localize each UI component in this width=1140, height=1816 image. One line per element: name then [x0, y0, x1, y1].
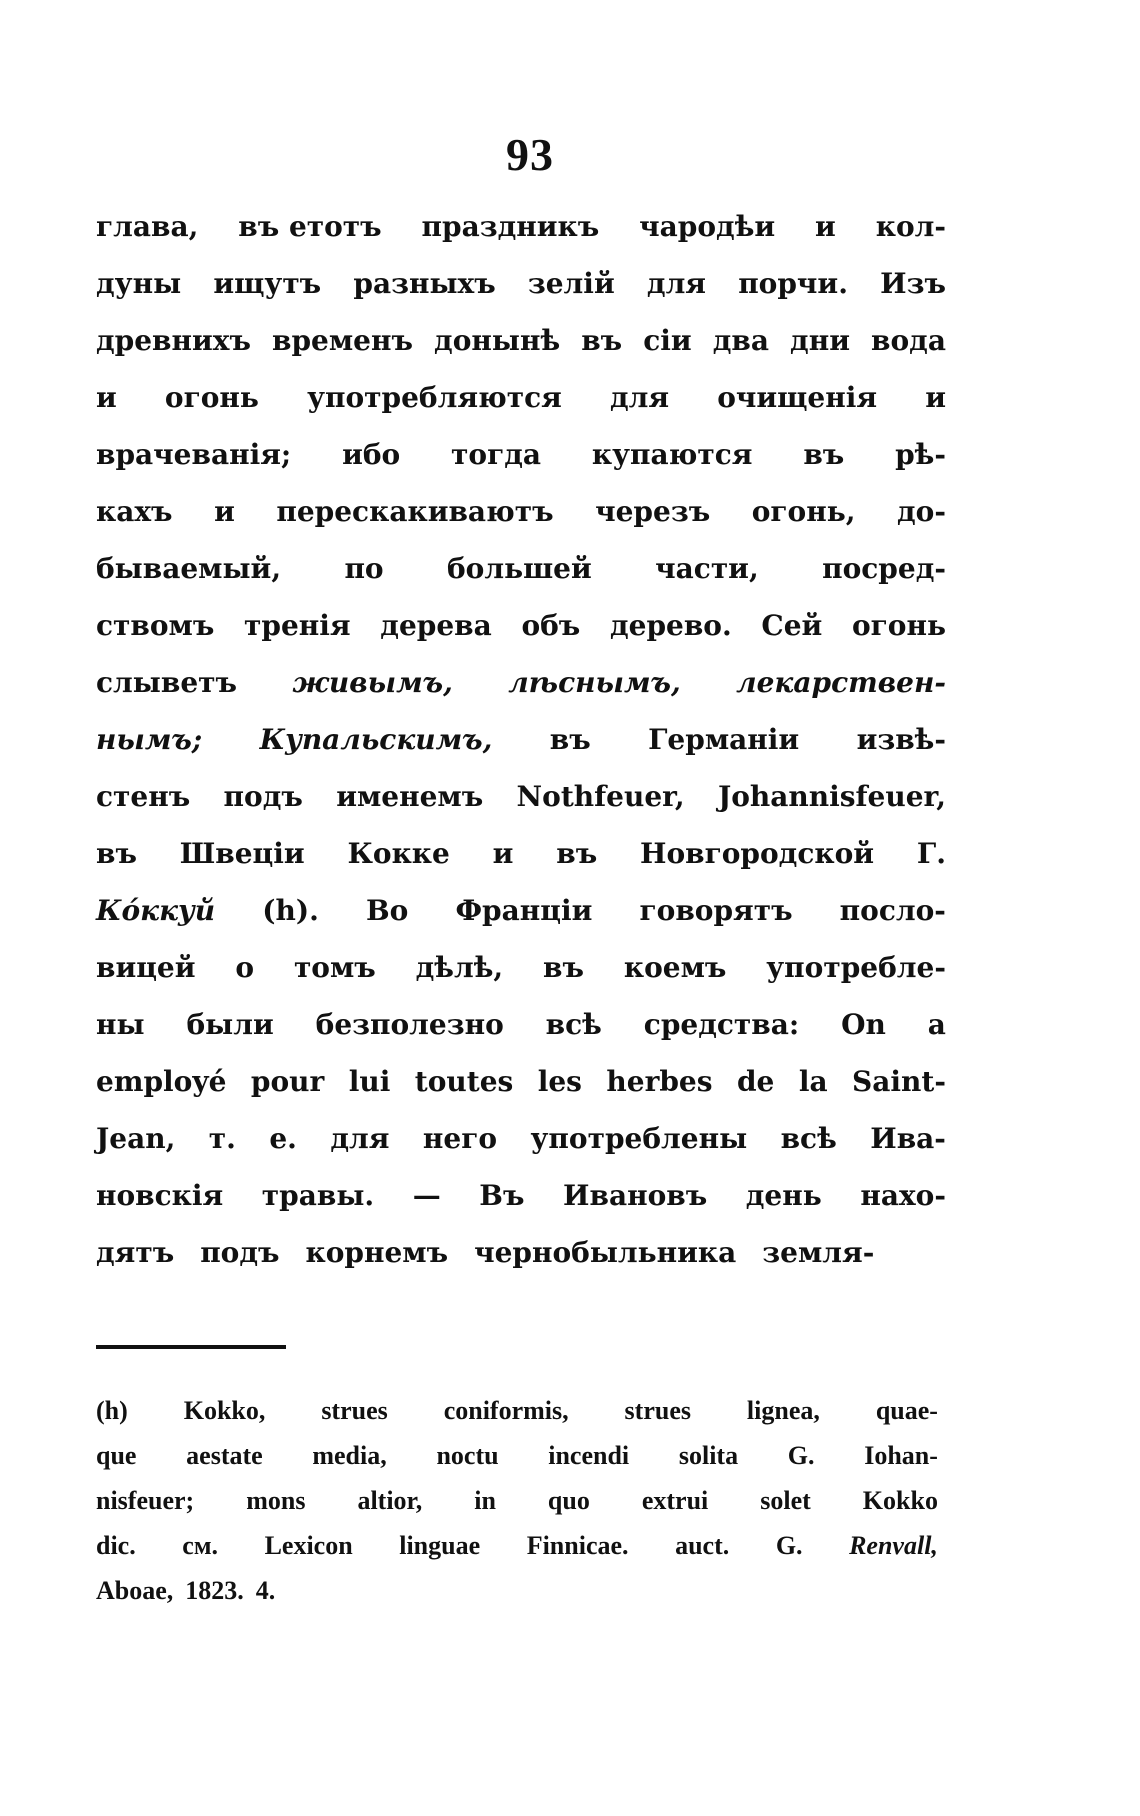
word: вицей — [96, 951, 196, 984]
word: огонь, — [751, 495, 856, 528]
word: разныхъ — [353, 267, 496, 300]
word: два — [712, 324, 769, 357]
word: altior, — [357, 1486, 423, 1515]
word: чернобыльника — [474, 1236, 737, 1269]
word: que — [96, 1441, 137, 1470]
text-line — [96, 1179, 946, 1236]
text-line — [96, 609, 946, 666]
word: Kokko, — [183, 1396, 266, 1425]
word: toutes — [414, 1065, 514, 1098]
word: для — [609, 381, 670, 414]
word: lui — [348, 1065, 391, 1098]
word: Renvall, — [849, 1531, 938, 1560]
word: т. — [208, 1122, 236, 1155]
word: herbes — [606, 1065, 713, 1098]
word: и — [214, 495, 235, 528]
word: и — [925, 381, 946, 414]
word: въ етотъ — [238, 210, 382, 243]
word: Johannisfeuer, — [717, 780, 946, 813]
word: кахъ — [96, 495, 173, 528]
text-line — [96, 267, 946, 324]
word: лекарствен- — [736, 666, 946, 699]
word: по — [344, 552, 384, 585]
word: On — [841, 1008, 886, 1041]
word: dic. — [96, 1531, 136, 1560]
word: pour — [250, 1065, 325, 1098]
footnote — [96, 1396, 938, 1621]
word: лѣснымъ, — [508, 666, 681, 699]
word: дуны — [96, 267, 182, 300]
page-number: 93 — [506, 129, 554, 180]
word: посло- — [839, 894, 946, 927]
footnote-line — [96, 1396, 938, 1441]
word: Германіи — [648, 723, 800, 756]
word: коемъ — [623, 951, 727, 984]
word: порчи. — [738, 267, 848, 300]
text-line — [96, 1236, 946, 1293]
text-line — [96, 324, 946, 381]
word: Купальскимъ, — [259, 723, 493, 756]
word: de — [736, 1065, 775, 1098]
word: Saint- — [852, 1065, 946, 1098]
word: были — [186, 1008, 274, 1041]
word: нымъ; — [96, 723, 203, 756]
word: media, — [312, 1441, 387, 1470]
word: очищенія — [717, 381, 878, 414]
word: дерево. — [609, 609, 732, 642]
word: Франціи — [455, 894, 593, 927]
word: Швеціи — [179, 837, 305, 870]
word: временъ — [272, 324, 413, 357]
word: extrui — [641, 1486, 709, 1515]
word: кол- — [875, 210, 946, 243]
word: — — [412, 1179, 441, 1212]
word: части, — [655, 552, 759, 585]
word: о — [235, 951, 255, 984]
word: Г. — [916, 837, 946, 870]
word: Кóккуй — [96, 894, 216, 927]
word: сіи — [643, 324, 692, 357]
word: Kokko — [862, 1486, 938, 1515]
word: въ — [581, 324, 623, 357]
word: Во — [366, 894, 409, 927]
word: именемъ — [336, 780, 484, 813]
word: въ — [549, 723, 591, 756]
word: е. — [269, 1122, 297, 1155]
word: ствомъ — [96, 609, 215, 642]
word: in — [474, 1486, 496, 1515]
word: employé — [96, 1065, 227, 1098]
word: nisfeuer; — [96, 1486, 195, 1515]
word: см. — [182, 1531, 219, 1560]
word: Iohan- — [864, 1441, 938, 1470]
word: ибо — [342, 438, 401, 471]
footnote-line — [96, 1576, 938, 1621]
word: дни — [790, 324, 850, 357]
word: (h). — [262, 894, 319, 927]
word: la — [798, 1065, 828, 1098]
body-text — [96, 210, 946, 1293]
word: Новгородской — [640, 837, 875, 870]
word: объ — [521, 609, 581, 642]
word: mons — [246, 1486, 306, 1515]
word: Въ — [479, 1179, 525, 1212]
word: средства: — [643, 1008, 800, 1041]
word: врачеванія; — [96, 438, 292, 471]
word: Nothfeuer, — [516, 780, 685, 813]
word: ны — [96, 1008, 145, 1041]
word: noctu — [436, 1441, 499, 1470]
footnote-line — [96, 1531, 938, 1576]
word: Finnicae. — [526, 1531, 629, 1560]
word: стенъ — [96, 780, 191, 813]
text-line — [96, 780, 946, 837]
word: 1823. — [185, 1576, 244, 1605]
word: до- — [896, 495, 946, 528]
word: зелій — [527, 267, 615, 300]
word: solet — [760, 1486, 811, 1515]
word: lignea, — [746, 1396, 820, 1425]
text-line — [96, 438, 946, 495]
word: дѣлѣ, — [415, 951, 504, 984]
word: земля- — [762, 1236, 875, 1269]
word: и — [492, 837, 514, 870]
word: coniformis, — [443, 1396, 569, 1425]
word: Jean, — [96, 1122, 176, 1155]
word: и — [96, 381, 117, 414]
word: всѣ — [545, 1008, 602, 1041]
word: томъ — [293, 951, 376, 984]
word: тренія — [244, 609, 351, 642]
word: извѣ- — [856, 723, 946, 756]
word: solita — [678, 1441, 739, 1470]
word: огонь — [851, 609, 946, 642]
word: огонь — [164, 381, 259, 414]
text-line — [96, 210, 946, 267]
word: les — [537, 1065, 582, 1098]
word: новскія — [96, 1179, 224, 1212]
word: (h) — [96, 1396, 128, 1425]
word: перескакиваютъ — [276, 495, 554, 528]
word: чародѣи — [639, 210, 776, 243]
word: для — [646, 267, 706, 300]
word: травы. — [261, 1179, 375, 1212]
word: говорятъ — [639, 894, 793, 927]
word: подъ — [223, 780, 303, 813]
word: strues — [321, 1396, 388, 1425]
word: древнихъ — [96, 324, 251, 357]
word: въ — [556, 837, 598, 870]
word: употреблены — [530, 1122, 748, 1155]
text-line — [96, 837, 946, 894]
word: Aboae, — [96, 1576, 174, 1605]
word: Сей — [761, 609, 823, 642]
word: incendi — [548, 1441, 630, 1470]
word: употребле- — [766, 951, 946, 984]
word: дерева — [380, 609, 492, 642]
word: безполезно — [315, 1008, 504, 1041]
word: черезъ — [595, 495, 711, 528]
word: quo — [547, 1486, 590, 1515]
word: купаются — [591, 438, 753, 471]
word: Ива- — [870, 1122, 946, 1155]
word: G. — [787, 1441, 815, 1470]
word: Lexicon — [264, 1531, 353, 1560]
text-line — [96, 951, 946, 1008]
word: ищутъ — [213, 267, 322, 300]
word: Ивановъ — [563, 1179, 708, 1212]
word: Изъ — [880, 267, 946, 300]
word: корнемъ — [305, 1236, 449, 1269]
text-line — [96, 495, 946, 552]
text-line — [96, 552, 946, 609]
word: подъ — [200, 1236, 280, 1269]
footnote-line — [96, 1441, 938, 1486]
word: a — [927, 1008, 946, 1041]
word: употребляются — [307, 381, 562, 414]
text-line — [96, 381, 946, 438]
word: linguae — [399, 1531, 481, 1560]
word: G. — [775, 1531, 803, 1560]
text-line — [96, 1065, 946, 1122]
word: праздникъ — [421, 210, 600, 243]
word: рѣ- — [895, 438, 946, 471]
word: глава, — [96, 210, 199, 243]
word: тогда — [451, 438, 542, 471]
word: живымъ, — [292, 666, 453, 699]
text-line — [96, 1008, 946, 1065]
word: auct. — [675, 1531, 730, 1560]
word: посред- — [822, 552, 946, 585]
word: день — [745, 1179, 822, 1212]
text-line — [96, 666, 946, 723]
word: дятъ — [96, 1236, 175, 1269]
word: слыветъ — [96, 666, 237, 699]
word: большей — [446, 552, 592, 585]
word: Кокке — [347, 837, 450, 870]
word: въ — [543, 951, 584, 984]
word: нахо- — [860, 1179, 946, 1212]
word: донынѣ — [434, 324, 561, 357]
word: вода — [871, 324, 946, 357]
word: quae- — [875, 1396, 938, 1425]
word: бываемый, — [96, 552, 282, 585]
footnote-line — [96, 1486, 938, 1531]
text-line — [96, 723, 946, 780]
word: aestate — [186, 1441, 263, 1470]
word: для — [330, 1122, 390, 1155]
word: strues — [624, 1396, 691, 1425]
word: него — [422, 1122, 498, 1155]
word: всѣ — [780, 1122, 837, 1155]
word: въ — [803, 438, 845, 471]
word: и — [815, 210, 836, 243]
footnote-separator — [96, 1345, 286, 1349]
word: 4. — [255, 1576, 276, 1605]
text-line — [96, 894, 946, 951]
word: въ — [96, 837, 137, 870]
text-line — [96, 1122, 946, 1179]
